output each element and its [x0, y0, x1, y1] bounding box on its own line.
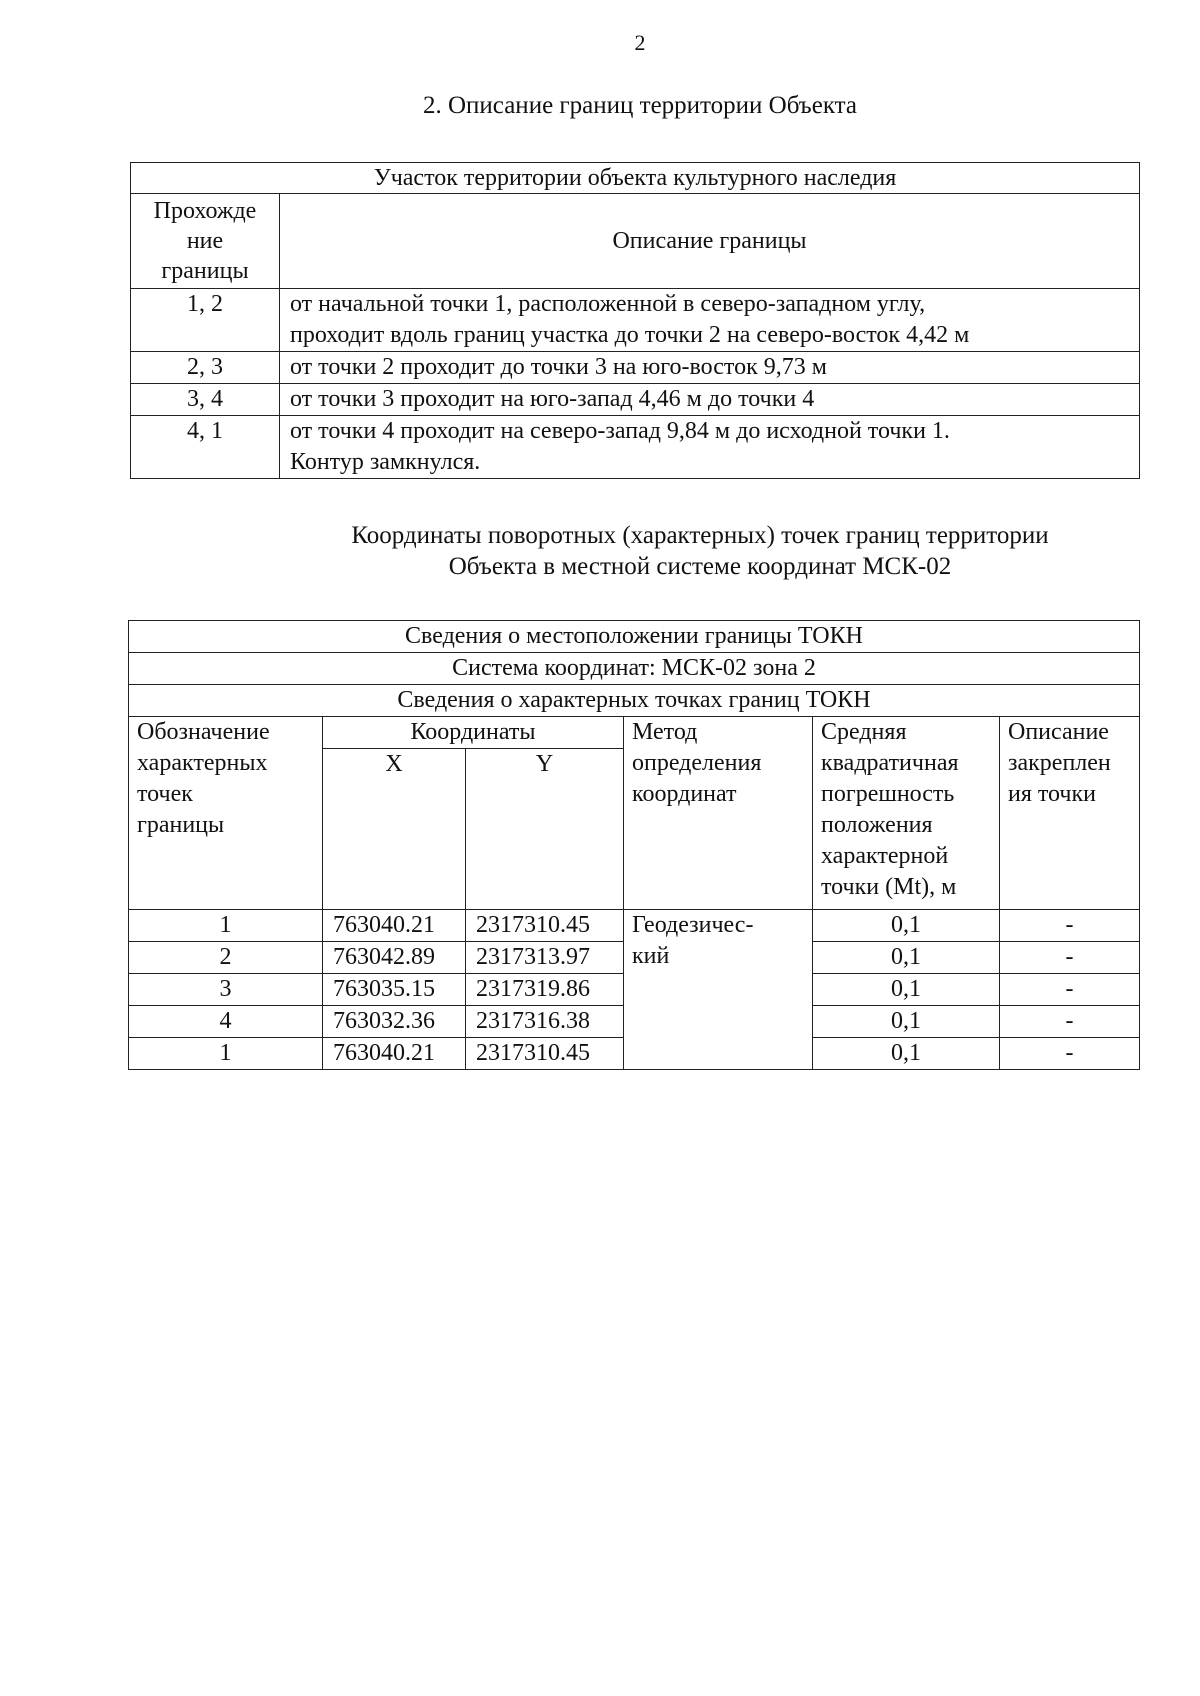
- coordinate-x: 763035.15: [323, 974, 466, 1006]
- passage-header-line: ние: [186, 228, 224, 254]
- column-header-x: X: [323, 749, 466, 910]
- column-header-y: Y: [466, 749, 624, 910]
- header-line: координат: [632, 781, 737, 807]
- error-value: 0,1: [813, 910, 1000, 942]
- header-line: характерных: [137, 750, 268, 776]
- table2-caption-location: Сведения о местоположении границы ТОКН: [129, 621, 1140, 653]
- description-line: Контур замкнулся.: [290, 449, 481, 475]
- header-line: Обозначение: [137, 719, 270, 745]
- subtitle-line: Координаты поворотных (характерных) точек границ территории: [351, 522, 1049, 549]
- description-line: проходит вдоль границ участка до точки 2 на северо-восток 4,42 м: [290, 322, 970, 348]
- error-value: 0,1: [813, 1038, 1000, 1070]
- method-value: [624, 910, 813, 1070]
- fixing-value: -: [1000, 1006, 1140, 1038]
- error-value: 0,1: [813, 1006, 1000, 1038]
- coordinate-y: 2317316.38: [466, 1006, 624, 1038]
- method-line: Геодезичес-: [632, 912, 754, 938]
- header-line: погрешность: [821, 781, 955, 807]
- column-header-coordinates: Координаты: [323, 717, 624, 749]
- header-line: Описание: [1008, 719, 1109, 745]
- method-line: кий: [632, 943, 670, 969]
- coordinate-x: 763040.21: [323, 1038, 466, 1070]
- header-line: характерной: [821, 843, 949, 869]
- segment-description: [280, 384, 1140, 416]
- segment-description: [280, 352, 1140, 384]
- table2-caption-system: Система координат: МСК-02 зона 2: [129, 653, 1140, 685]
- header-line: ия точки: [1008, 781, 1097, 807]
- header-line: Метод: [632, 719, 698, 745]
- description-line: от точки 4 проходит на северо-запад 9,84 м до исходной точки 1.: [290, 418, 950, 444]
- table1-caption: Участок территории объекта культурного наследия: [131, 163, 1140, 194]
- segment-points: 2, 3: [131, 352, 280, 384]
- error-value: 0,1: [813, 942, 1000, 974]
- column-header-description: Описание границы: [280, 194, 1140, 289]
- point-designation: 1: [129, 1038, 323, 1070]
- table-row: [131, 384, 1140, 416]
- boundary-description-table: [130, 162, 1140, 479]
- table2-caption-points: Сведения о характерных точках границ ТОКН: [129, 685, 1140, 717]
- segment-points: 4, 1: [131, 416, 280, 479]
- section-title: 2. Описание границ территории Объекта: [423, 92, 857, 119]
- coordinates-table: [128, 620, 1140, 1070]
- coordinate-x: 763042.89: [323, 942, 466, 974]
- table-row: [131, 416, 1140, 479]
- description-line: от точки 3 проходит на юго-запад 4,46 м до точки 4: [290, 386, 815, 412]
- header-line: точки (Mt), м: [821, 874, 957, 900]
- table-row: [131, 289, 1140, 352]
- page-number: 2: [634, 30, 646, 55]
- point-designation: 3: [129, 974, 323, 1006]
- header-line: Средняя: [821, 719, 907, 745]
- passage-header-line: границы: [161, 258, 249, 284]
- passage-header-line: Прохожде: [153, 198, 257, 224]
- segment-description: [280, 289, 1140, 352]
- point-designation: 2: [129, 942, 323, 974]
- header-line: границы: [137, 812, 225, 838]
- point-designation: 1: [129, 910, 323, 942]
- segment-description: [280, 416, 1140, 479]
- description-line: от точки 2 проходит до точки 3 на юго-восток 9,73 м: [290, 354, 827, 380]
- fixing-value: -: [1000, 974, 1140, 1006]
- header-line: точек: [137, 781, 193, 807]
- table-row: [131, 352, 1140, 384]
- fixing-value: -: [1000, 910, 1140, 942]
- coordinate-x: 763032.36: [323, 1006, 466, 1038]
- segment-points: 1, 2: [131, 289, 280, 352]
- header-line: закреплен: [1008, 750, 1111, 776]
- column-header-passage: [131, 194, 280, 289]
- segment-points: 3, 4: [131, 384, 280, 416]
- point-designation: 4: [129, 1006, 323, 1038]
- header-line: определения: [632, 750, 762, 776]
- header-line: положения: [821, 812, 933, 838]
- subtitle-line: Объекта в местной системе координат МСК-02: [448, 553, 952, 580]
- column-header-error: [813, 717, 1000, 910]
- fixing-value: -: [1000, 1038, 1140, 1070]
- coordinate-x: 763040.21: [323, 910, 466, 942]
- coordinate-y: 2317310.45: [466, 910, 624, 942]
- column-header-designation: [129, 717, 323, 910]
- fixing-value: -: [1000, 942, 1140, 974]
- coordinate-y: 2317313.97: [466, 942, 624, 974]
- column-header-method: [624, 717, 813, 910]
- description-line: от начальной точки 1, расположенной в северо-западном углу,: [290, 291, 926, 317]
- column-header-fixing: [1000, 717, 1140, 910]
- coordinates-subtitle: [200, 520, 1200, 582]
- coordinate-y: 2317310.45: [466, 1038, 624, 1070]
- header-line: квадратичная: [821, 750, 959, 776]
- table-row: [129, 910, 1140, 942]
- coordinate-y: 2317319.86: [466, 974, 624, 1006]
- error-value: 0,1: [813, 974, 1000, 1006]
